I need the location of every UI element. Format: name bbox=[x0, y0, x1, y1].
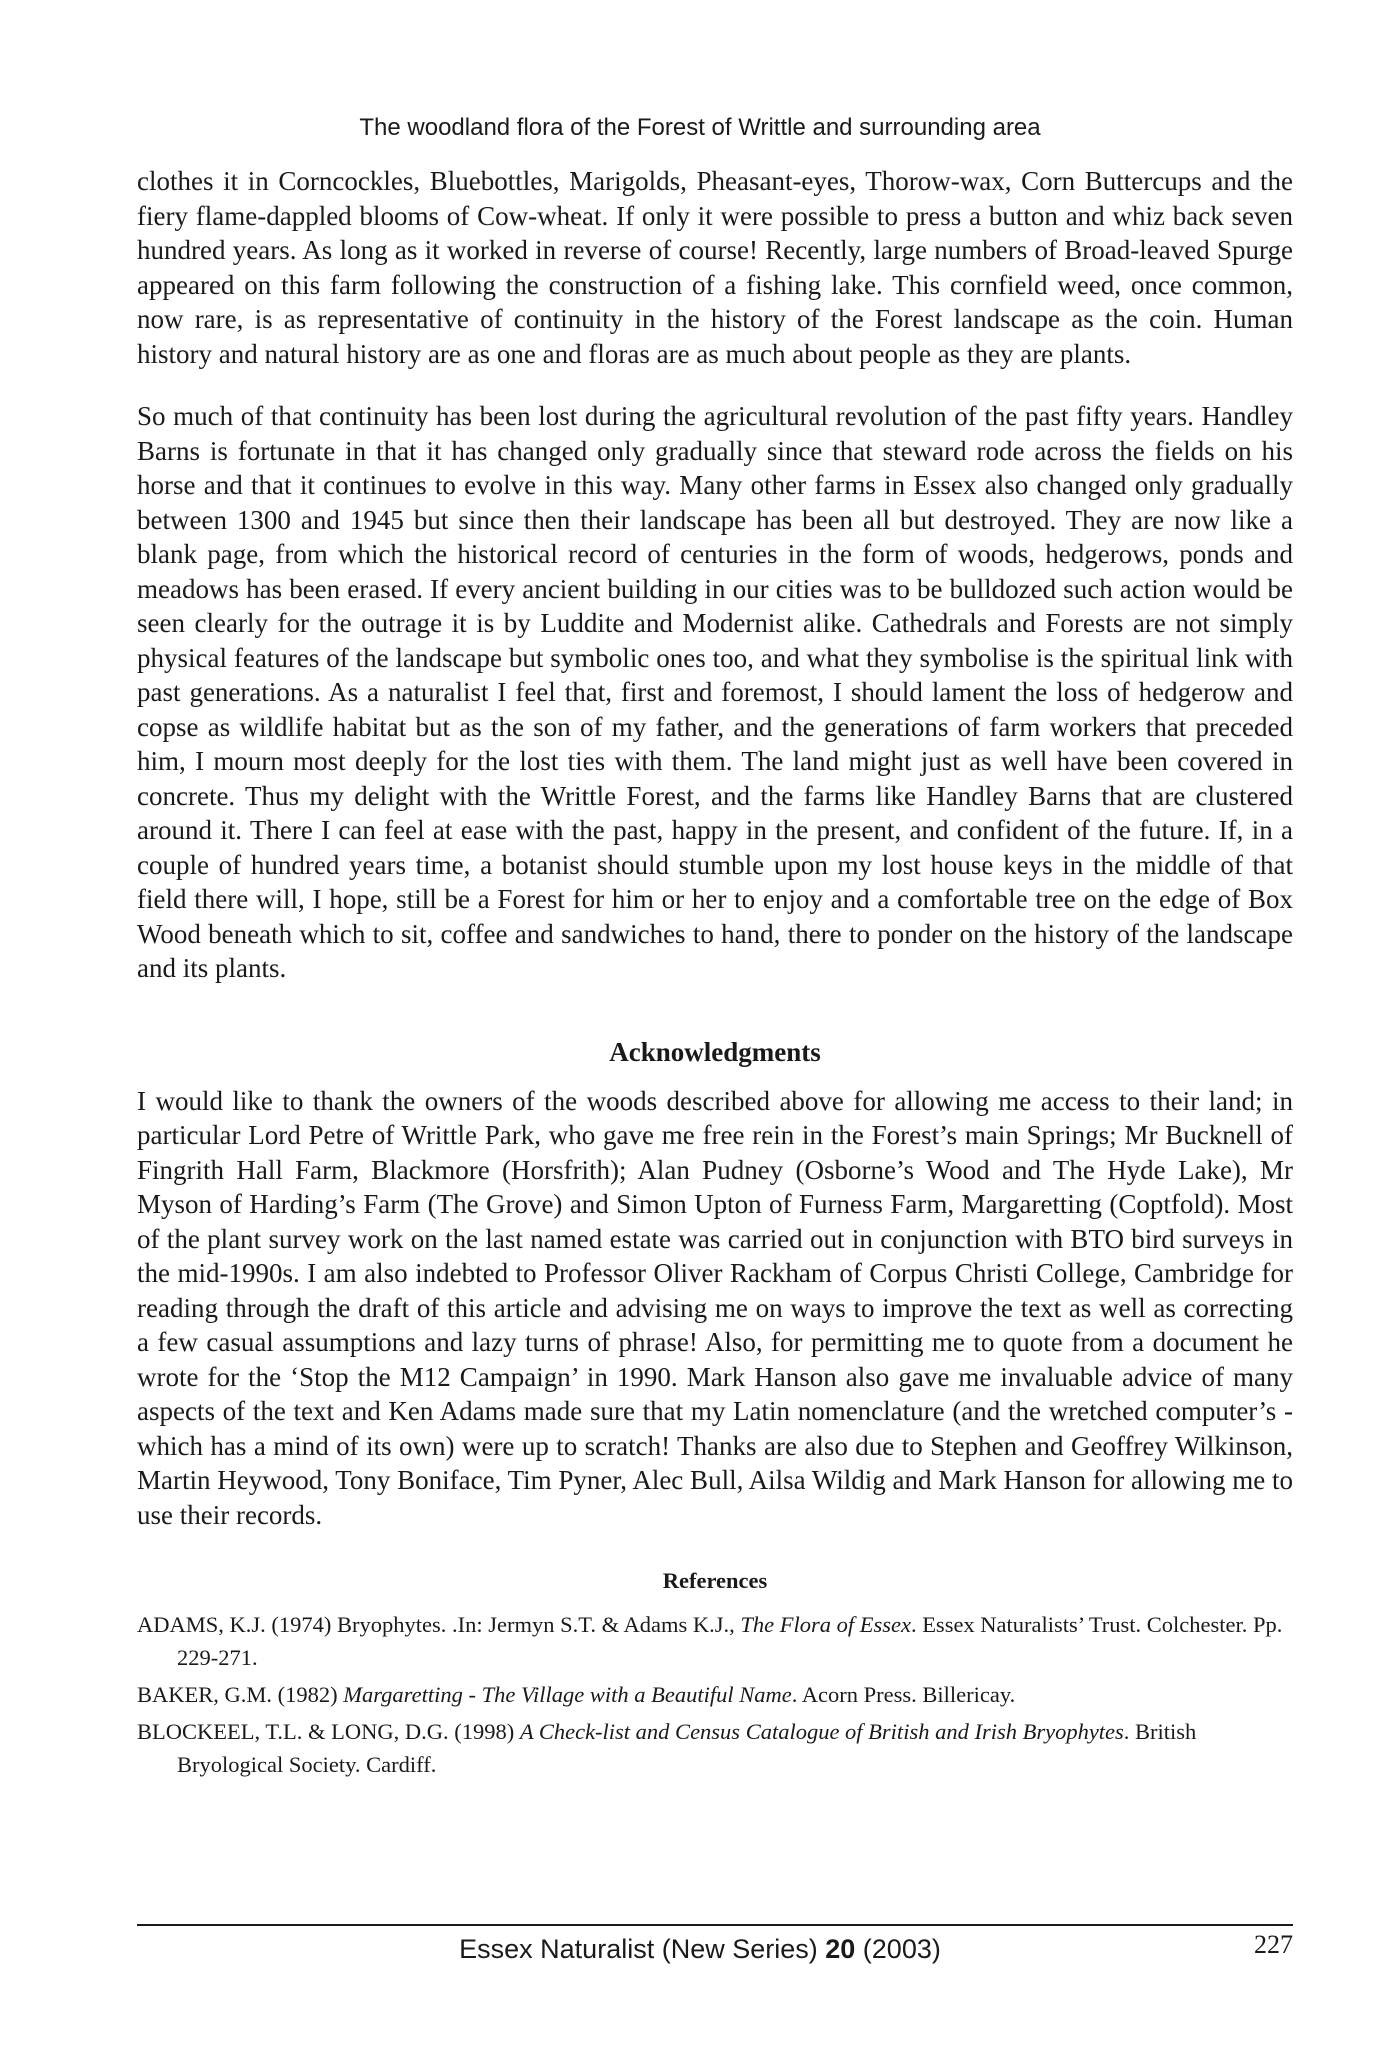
acknowledgments-paragraph: I would like to thank the owners of the woods described above for allowing me access to their land; in particular Lord Petre of Writtle Park, who gave me free rein in the Forest’s main Springs; Mr Bucknell of Fingrith Hall Farm, Blackmore (Horsfrith); Alan Pudney (Osborne’s Wood and The Hyde Lake), Mr Myson of Harding’s Farm (The Grove) and Simon Upton of Furness Farm, Margaretting (Coptfold). Most of the plant survey work on the last named estate was carried out in conjunction with BTO bird surveys in the mid-1990s. I am also indebted to Professor Oliver Rackham of Corpus Christi College, Cambridge for reading through the draft of this article and advising me on ways to improve the text as well as correcting a few casual assumptions and lazy turns of phrase! Also, for permitting me to quote from a document he wrote for the ‘Stop the M12 Campaign’ in 1990. Mark Hanson also gave me invaluable advice of many aspects of the text and Ken Adams made sure that my Latin nomenclature (and the wretched computer’s - which has a mind of its own) were up to scratch! Thanks are also due to Stephen and Geoffrey Wilkinson, Martin Heywood, Tony Boniface, Tim Pyner, Alec Bull, Ailsa Wildig and Mark Hanson for allowing me to use their records. bbox=[137, 1085, 1293, 1530]
references-heading: References bbox=[662, 1568, 768, 1593]
reference-publisher: . Essex Naturalists’ Trust. Colchester. Pp. 229-271. bbox=[177, 1612, 1283, 1670]
references-list bbox=[137, 1608, 1293, 1781]
reference-item bbox=[137, 1608, 1293, 1674]
journal-year: (2003) bbox=[855, 1934, 941, 1964]
running-header: The woodland flora of the Forest of Writtle and surrounding area bbox=[359, 114, 1041, 141]
page-body bbox=[137, 164, 1293, 1785]
acknowledgments-heading: Acknowledgments bbox=[609, 1036, 821, 1067]
page-number: 227 bbox=[1254, 1930, 1293, 1959]
body-paragraph-2: So much of that continuity has been lost during the agricultural revolution of the past fifty years. Handley Barns is fortunate in that it has changed only gradually since that steward rode across the fields on his horse and that it continues to evolve in this way. Many other farms in Essex also changed only gradually between 1300 and 1945 but since then their landscape has been all but destroyed. They are now like a blank page, from which the historical record of centuries in the form of woods, hedgerows, ponds and meadows has been erased. If every ancient building in our cities was to be bulldozed such action would be seen clearly for the outrage it is by Luddite and Modernist alike. Cathedrals and Forests are not simply physical features of the landscape but symbolic ones too, and what they symbolise is the spiritual link with past generations. As a naturalist I feel that, first and foremost, I should lament the loss of hedgerow and copse as wildlife habitat but as the son of my father, and the generations of farm workers that preceded him, I mourn most deeply for the lost ties with them. The land might just as well have been covered in concrete. Thus my delight with the Writtle Forest, and the farms like Handley Barns that are clustered around it. There I can feel at ease with the past, happy in the present, and confident of the future. If, in a couple of hundred years time, a botanist should stumble upon my lost house keys in the middle of that field there will, I hope, still be a Forest for him or her to enjoy and a comfortable tree on the edge of Box Wood beneath which to sit, coffee and sandwiches to hand, there to ponder on the history of the landscape and its plants. bbox=[137, 401, 1293, 983]
journal-name: Essex Naturalist (New Series) bbox=[459, 1934, 826, 1964]
reference-authors: BAKER, G.M. (1982) bbox=[137, 1682, 344, 1707]
reference-item bbox=[137, 1678, 1293, 1711]
reference-title: A Check-list and Census Catalogue of British and Irish Bryophytes bbox=[519, 1719, 1124, 1744]
footer-rule bbox=[137, 1924, 1293, 1926]
reference-authors: ADAMS, K.J. (1974) Bryophytes. .In: Jermyn S.T. & Adams K.J., bbox=[137, 1612, 741, 1637]
reference-item bbox=[137, 1715, 1293, 1781]
reference-title: Margaretting - The Village with a Beautiful Name bbox=[343, 1682, 792, 1707]
body-paragraph-1: clothes it in Corncockles, Bluebottles, Marigolds, Pheasant-eyes, Thorow-wax, Corn Buttercups and the fiery flame-dappled blooms of Cow-wheat. If only it were possible to press a button and whiz back seven hundred years. As long as it worked in reverse of course! Recently, large numbers of Broad-leaved Spurge appeared on this farm following the construction of a fishing lake. This cornfield weed, once common, now rare, is as representative of continuity in the history of the Forest landscape as the coin. Human history and natural history are as one and floras are as much about people as they are plants. bbox=[137, 166, 1293, 369]
reference-title: The Flora of Essex bbox=[740, 1612, 911, 1637]
reference-authors: BLOCKEEL, T.L. & LONG, D.G. (1998) bbox=[137, 1719, 520, 1744]
reference-publisher: . Acorn Press. Billericay. bbox=[791, 1682, 1016, 1707]
reference-publisher: . British Bryological Society. Cardiff. bbox=[177, 1719, 1197, 1777]
journal-volume: 20 bbox=[825, 1934, 856, 1964]
journal-citation bbox=[0, 1932, 1400, 1966]
